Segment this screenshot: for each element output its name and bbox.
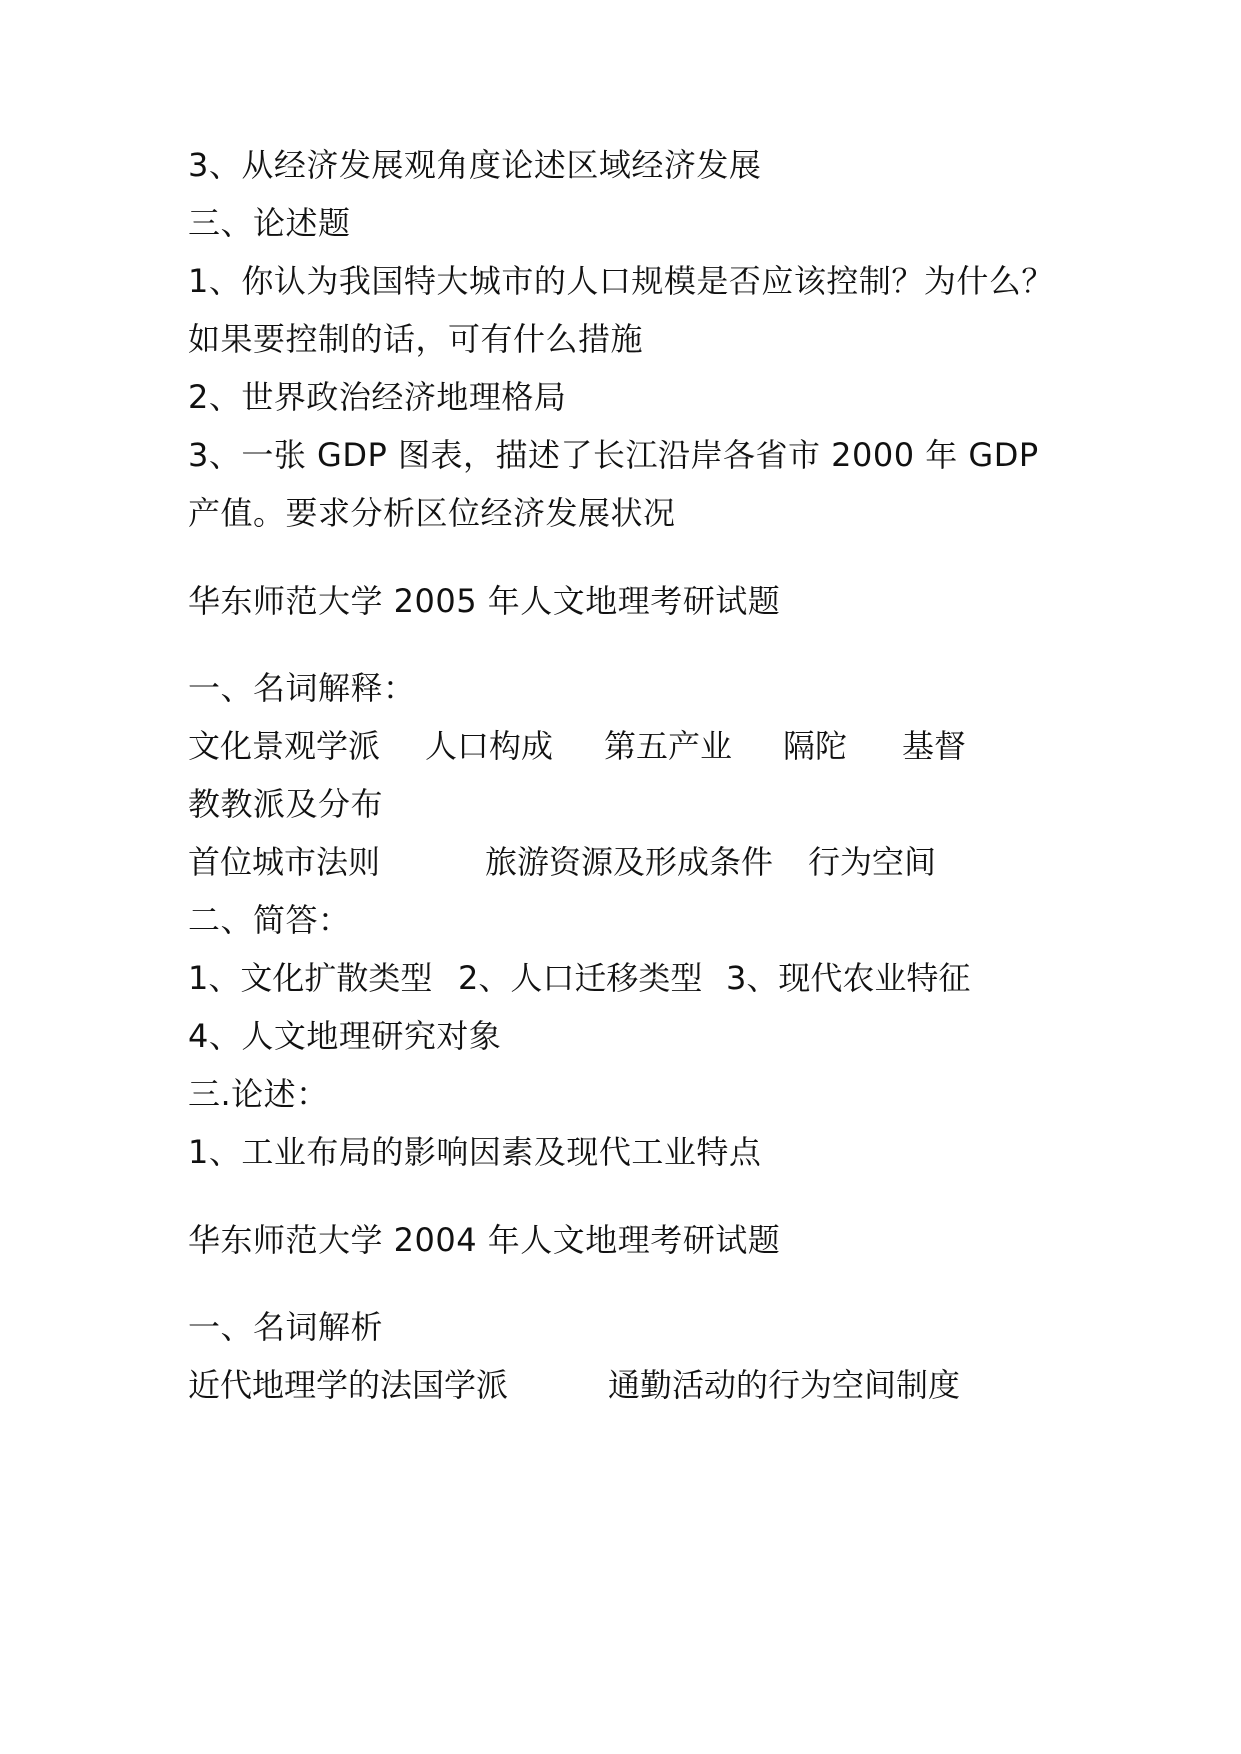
section-heading: 三、论述题 [188,204,351,242]
exam-title-2005: 华东师范大学 2005 年人文地理考研试题 [188,582,781,620]
term-item: 隔陀 [783,727,848,765]
term-item: 第五产业 [604,727,733,765]
term-item: 通勤活动的行为空间制度 [608,1366,961,1404]
section-heading: 一、名词解释： [188,669,416,707]
term-item: 行为空间 [808,843,937,881]
text-line: 1、你认为我国特大城市的人口规模是否应该控制？为什么？ [188,262,1054,300]
section-heading: 三.论述： [188,1075,329,1113]
exam-title-2004: 华东师范大学 2004 年人文地理考研试题 [188,1221,781,1259]
text-line: 4、人文地理研究对象 [188,1017,502,1055]
section-heading: 一、名词解析 [188,1308,384,1346]
text-line: 教教派及分布 [188,785,384,823]
term-item: 人口构成 [425,727,554,765]
term-item: 旅游资源及形成条件 [485,843,774,881]
question-item: 2、人口迁移类型 [458,959,703,997]
text-line: 2、世界政治经济地理格局 [188,378,567,416]
term-item: 基督 [902,727,967,765]
text-line: 产值。要求分析区位经济发展状况 [188,494,676,532]
question-item: 3、现代农业特征 [726,959,971,997]
term-item: 近代地理学的法国学派 [188,1366,509,1404]
text-line: 如果要控制的话，可有什么措施 [188,320,644,358]
text-line: 1、工业布局的影响因素及现代工业特点 [188,1133,762,1171]
term-item: 首位城市法则 [188,843,381,881]
question-item: 1、文化扩散类型 [188,959,433,997]
section-heading: 二、简答： [188,901,351,939]
term-item: 文化景观学派 [188,727,381,765]
text-line: 3、从经济发展观角度论述区域经济发展 [188,146,762,184]
text-line: 3、一张 GDP 图表，描述了长江沿岸各省市 2000 年 GDP [188,436,1039,474]
